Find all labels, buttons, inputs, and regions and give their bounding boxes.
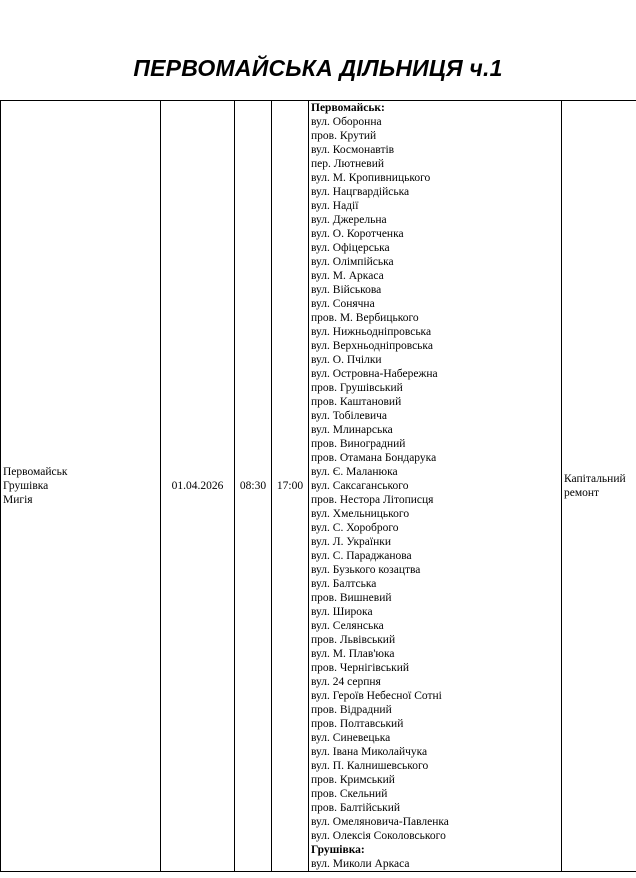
street-item: вул. М. Кропивницького [311, 172, 431, 184]
end-time-cell: 17:00 [272, 101, 309, 872]
street-item: пров. Грушівський [311, 382, 403, 394]
street-item: пров. Скельний [311, 788, 388, 800]
street-item: пров. Вишневий [311, 592, 392, 604]
street-item: вул. Островна-Набережна [311, 368, 438, 380]
street-item: вул. Широка [311, 606, 373, 618]
street-item: вул. Верхньодніпровська [311, 340, 433, 352]
street-item: вул. Хмельницького [311, 508, 410, 520]
street-group-heading: Первомайськ: [311, 102, 385, 114]
street-item: вул. Омеляновича-Павленка [311, 816, 449, 828]
street-item: вул. Бузького козацтва [311, 564, 421, 576]
street-item: пер. Лютневий [311, 158, 385, 170]
date-cell: 01.04.2026 [161, 101, 235, 872]
street-item: вул. Офіцерська [311, 242, 390, 254]
street-item: вул. Балтська [311, 578, 377, 590]
street-item: вул. О. Коротченка [311, 228, 404, 240]
settlements-cell [1, 101, 161, 872]
page-title: ПЕРВОМАЙСЬКА ДІЛЬНИЦЯ ч.1 [133, 55, 503, 81]
street-item: пров. М. Вербицького [311, 312, 419, 324]
street-item: пров. Каштановий [311, 396, 402, 408]
table-row [1, 101, 636, 872]
street-item: вул. Космонавтів [311, 144, 395, 156]
street-item: вул. Нижньодніпровська [311, 326, 432, 338]
street-item: пров. Балтійський [311, 802, 401, 814]
street-item: вул. Оборонна [311, 116, 382, 128]
street-item: пров. Виноградний [311, 438, 406, 450]
streets-list [311, 101, 559, 871]
street-item: вул. С. Хороброго [311, 522, 399, 534]
start-time-cell: 08:30 [235, 101, 272, 872]
street-item: вул. Млинарська [311, 424, 393, 436]
street-item: вул. Олексія Соколовського [311, 830, 446, 842]
street-item: вул. С. Параджанова [311, 550, 412, 562]
street-item: вул. 24 серпня [311, 676, 381, 688]
street-item: пров. Отамана Бондарука [311, 452, 437, 464]
settlement-name: Грушівка [3, 480, 49, 492]
street-item: вул. Івана Миколайчука [311, 746, 428, 758]
street-item: вул. Л. Українки [311, 536, 391, 548]
street-item: вул. М. Плав'юка [311, 648, 395, 660]
street-item: вул. Надії [311, 200, 359, 212]
street-item: пров. Нестора Літописця [311, 494, 434, 506]
settlement-name: Мигія [3, 494, 33, 506]
street-item: вул. М. Аркаса [311, 270, 384, 282]
street-item: пров. Кримський [311, 774, 395, 786]
street-item: вул. Є. Маланюка [311, 466, 398, 478]
street-item: пров. Львівський [311, 634, 396, 646]
street-group-heading: Грушівка: [311, 844, 365, 856]
street-item: вул. Олімпійська [311, 256, 394, 268]
work-type-cell: Капітальний ремонт [562, 101, 636, 872]
settlement-name: Первомайськ [3, 466, 68, 478]
street-item: вул. П. Калнишевського [311, 760, 429, 772]
streets-cell [309, 101, 562, 872]
street-item: пров. Полтавський [311, 718, 404, 730]
street-item: вул. Саксаганського [311, 480, 409, 492]
street-item: вул. Джерельна [311, 214, 387, 226]
street-item: вул. Нацгвардійська [311, 186, 410, 198]
street-item: вул. Селянська [311, 620, 384, 632]
street-item: вул. О. Пчілки [311, 354, 382, 366]
street-item: вул. Військова [311, 284, 382, 296]
street-item: вул. Героїв Небесної Сотні [311, 690, 442, 702]
street-item: вул. Тобілевича [311, 410, 388, 422]
street-item: вул. Сонячна [311, 298, 375, 310]
outage-schedule-table [0, 100, 636, 872]
street-item: вул. Синевецька [311, 732, 391, 744]
street-item: вул. Миколи Аркаса [311, 858, 410, 870]
street-item: пров. Чернігівський [311, 662, 410, 674]
street-item: пров. Крутий [311, 130, 377, 142]
street-item: пров. Відрадний [311, 704, 392, 716]
